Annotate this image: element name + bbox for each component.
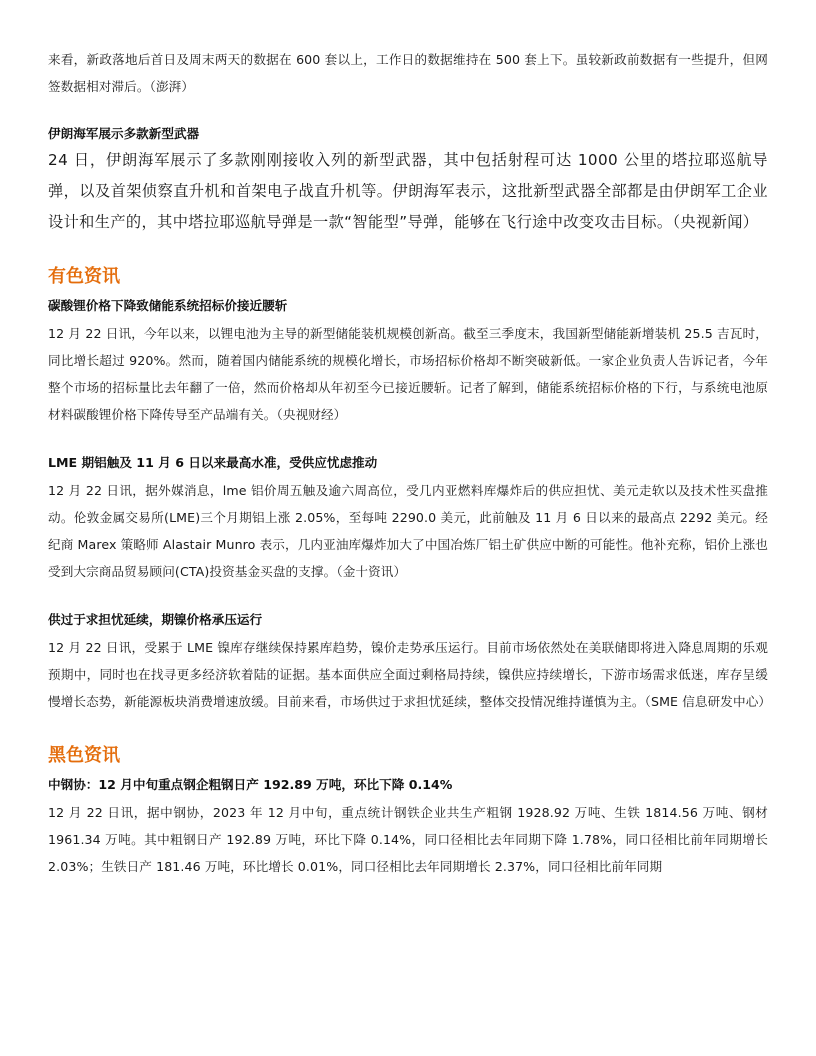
article-body: 12 月 22 日讯，据外媒消息，lme 铝价周五触及逾六周高位，受几内亚燃料库爆炸后的供应担忧、美元走软以及技术性买盘推动。伦敦金属交易所(LME)三个月期铝上涨 2.05%，至每吨 2290.0 美元，此前触及 11 月 6 日以来的最高点 2292 美元。经纪商 Marex 策略师 Alastair Munro 表示，几内亚油库爆炸加大了中国冶炼厂铝土矿供应中断的可能性。他补充称，铝价上涨也受到大宗商品贸易顾问(CTA)投资基金买盘的支撑。（金十资讯） <box>48 483 768 579</box>
intro-paragraph: 来看，新政落地后首日及周末两天的数据在 600 套以上，工作日的数据维持在 500 套上下。虽较新政前数据有一些提升，但网签数据相对滞后。（澎湃） <box>48 52 768 94</box>
ferrous-section-title: 黑色资讯 <box>48 745 120 766</box>
article-body: 12 月 22 日讯，今年以来，以锂电池为主导的新型储能装机规模创新高。截至三季度末，我国新型储能新增装机 25.5 吉瓦时，同比增长超过 920%。然而，随着国内储能系统的规模化增长，市场招标价格却不断突破新低。一家企业负责人告诉记者，今年整个市场的招标量比去年翻了一倍，然而价格却从年初至今已接近腰斩。记者了解到，储能系统招标价格的下行，与系统电池原材料碳酸锂价格下降传导至产品端有关。（央视财经） <box>48 326 768 422</box>
document-page <box>48 40 772 880</box>
article-body: 12 月 22 日讯，受累于 LME 镍库存继续保持累库趋势，镍价走势承压运行。目前市场依然处在美联储即将进入降息周期的乐观预期中，同时也在找寻更多经济软着陆的证据。基本面供应全面过剩格局持续，镍供应持续增长，下游市场需求低迷，库存呈缓慢增长态势，新能源板块消费增速放缓。目前来看，市场供过于求担忧延续，整体交投情况维持谨慎为主。（SME 信息研发中心） <box>48 640 772 709</box>
nonferrous-section-title: 有色资讯 <box>48 266 120 287</box>
iran-heading: 伊朗海军展示多款新型武器 <box>48 126 200 141</box>
article-heading: 中钢协：12 月中旬重点钢企粗钢日产 192.89 万吨，环比下降 0.14% <box>48 777 453 792</box>
article-heading: 碳酸锂价格下降致储能系统招标价接近腰斩 <box>48 298 288 313</box>
article-heading: 供过于求担忧延续，期镍价格承压运行 <box>48 612 263 627</box>
article-body: 12 月 22 日讯，据中钢协，2023 年 12 月中旬，重点统计钢铁企业共生产粗钢 1928.92 万吨、生铁 1814.56 万吨、钢材 1961.34 万吨。其中粗钢日产 192.89 万吨，环比下降 0.14%，同口径相比去年同期下降 1.78%，同口径相比前年同期增长 2.03%；生铁日产 181.46 万吨，环比增长 0.01%，同口径相比去年同期增长 2.37%，同口径相比前年同期 <box>48 805 768 874</box>
iran-body: 24 日，伊朗海军展示了多款刚刚接收入列的新型武器，其中包括射程可达 1000 公里的塔拉耶巡航导弹，以及首架侦察直升机和首架电子战直升机等。伊朗海军表示，这批新型武器全部都是由伊朗军工企业设计和生产的，其中塔拉耶巡航导弹是一款“智能型”导弹，能够在飞行途中改变攻击目标。（央视新闻） <box>48 151 768 231</box>
article-heading: LME 期铝触及 11 月 6 日以来最高水准，受供应忧虑推动 <box>48 455 378 470</box>
